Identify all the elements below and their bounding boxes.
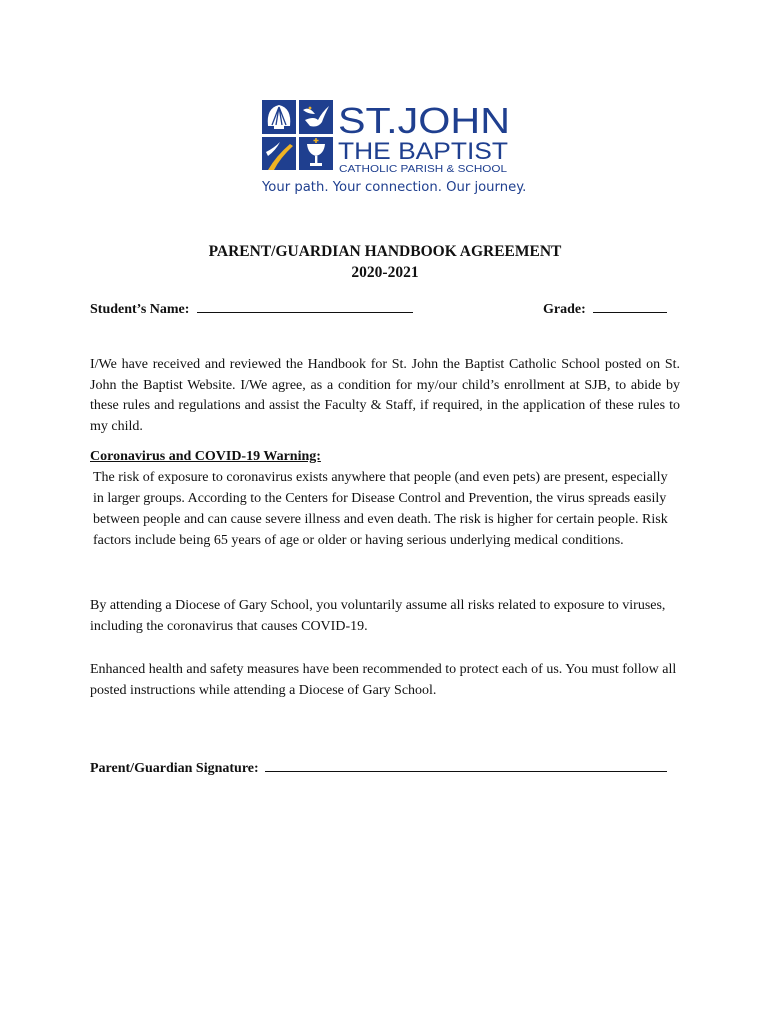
logo-emblem [262, 100, 334, 170]
logo-line-1: ST.JOHN [338, 100, 510, 141]
safety-measures-paragraph: Enhanced health and safety measures have been recommended to protect each of us. You must follow all posted instructions while attending a Diocese of Gary School. [90, 662, 677, 698]
logo-line-3: CATHOLIC PARISH & SCHOOL [339, 163, 508, 173]
student-name-field [90, 300, 413, 318]
logo-tagline: Your path. Your connection. Our journey. [262, 180, 527, 195]
assumption-of-risk-paragraph: By attending a Diocese of Gary School, you voluntarily assume all risks related to exposure to viruses, including the coronavirus that causes COVID-19. [90, 598, 666, 634]
logo-line-2: THE BAPTIST [338, 138, 509, 165]
river-road-icon [262, 137, 296, 170]
school-logo [262, 98, 527, 200]
covid-warning-section [90, 446, 680, 551]
student-name-line[interactable] [197, 300, 413, 313]
chalice-icon [299, 137, 333, 170]
signature-line[interactable] [265, 759, 667, 772]
grade-field [543, 300, 667, 318]
document-title: PARENT/GUARDIAN HANDBOOK AGREEMENT [208, 243, 562, 260]
grade-label: Grade: [543, 302, 586, 317]
covid-warning-text: The risk of exposure to coronavirus exists anywhere that people (and even pets) are present, especially in larger groups. According to the Centers for Disease Control and Prevention, the virus spreads easily between people and can cause severe illness and even death. The risk is higher for certain people. Risk factors include being 65 years of age or older or having serious underlying medical conditions. [93, 470, 668, 548]
logo-wordmark [338, 98, 514, 173]
agreement-paragraph: I/We have received and reviewed the Handbook for St. John the Baptist Catholic School posted on St. John the Baptist Website. I/We agree, as a condition for my/our child’s enrollment at SJB, to abide by these rules and regulations and assist the Faculty & Staff, if required, in the application of these rules to my child. [90, 357, 680, 434]
student-name-label: Student’s Name: [90, 302, 190, 317]
scallop-shell-icon [262, 100, 296, 134]
grade-line[interactable] [593, 300, 667, 313]
dove-icon [299, 100, 333, 134]
signature-field [90, 759, 667, 777]
covid-warning-heading: Coronavirus and COVID-19 Warning: [90, 449, 321, 464]
signature-label: Parent/Guardian Signature: [90, 761, 259, 776]
document-year: 2020-2021 [351, 264, 419, 281]
